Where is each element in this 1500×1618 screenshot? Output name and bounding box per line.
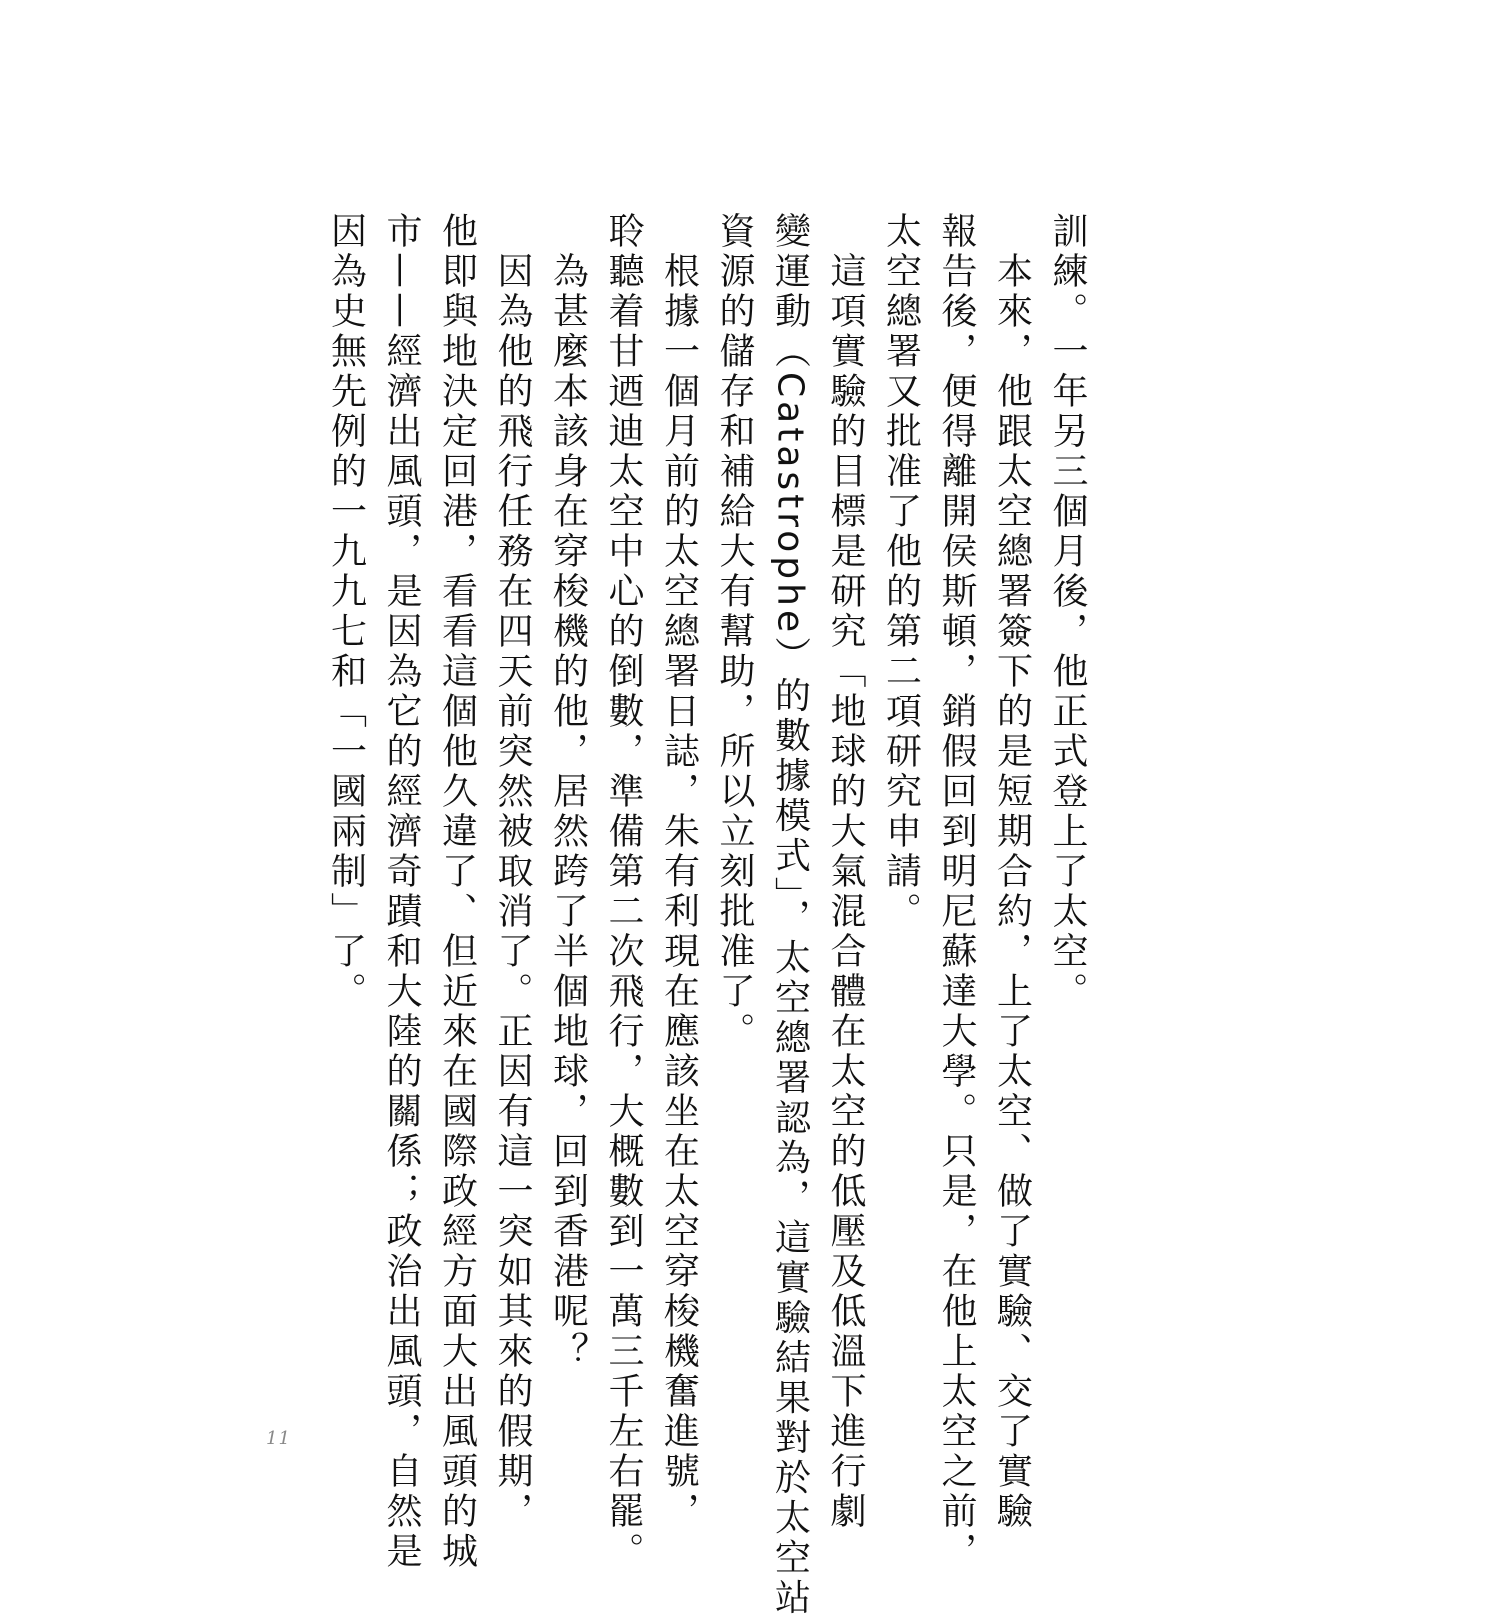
text-line-10: 為甚麼本該身在穿梭機的他，居然跨了半個地球，回到香港呢？ bbox=[547, 212, 589, 1372]
text-line-13: 市——經濟出風頭，是因為它的經濟奇蹟和大陸的關係；政治出風頭，自然是 bbox=[381, 212, 422, 1572]
text-line-4: 太空總署又批准了他的第二項研究申請。 bbox=[880, 212, 922, 932]
text-line-12: 他即與地決定回港，看看這個他久違了、但近來在國際政經方面大出風頭的城 bbox=[436, 212, 478, 1572]
text-line-14: 因為史無先例的一九九七和「一國兩制」了。 bbox=[325, 212, 367, 1012]
text-line-8: 根據一個月前的太空總署日誌，朱有利現在應該坐在太空穿梭機奮進號， bbox=[658, 212, 700, 1532]
text-line-9: 聆聽着甘迺迪太空中心的倒數，準備第二次飛行，大概數到一萬三千左右罷。 bbox=[603, 212, 644, 1572]
text-line-11: 因為他的飛行任務在四天前突然被取消了。正因有這一突如其來的假期， bbox=[492, 212, 533, 1532]
text-line-6: 變運動（Catastrophe）的數據模式」，太空總署認為，這實驗結果對於太空站 bbox=[769, 212, 811, 1618]
text-line-2: 本來，他跟太空總署簽下的是短期合約，上了太空、做了實驗、交了實驗 bbox=[991, 212, 1033, 1532]
text-line-7: 資源的儲存和補給大有幫助，所以立刻批准了。 bbox=[714, 212, 755, 1052]
text-line-1: 訓練。一年另三個月後，他正式登上了太空。 bbox=[1047, 212, 1088, 1012]
vertical-text-body bbox=[318, 212, 1095, 1618]
text-line-3: 報告後，便得離開侯斯頓，銷假回到明尼蘇達大學。只是，在他上太空之前， bbox=[936, 212, 977, 1572]
page-number: 11 bbox=[266, 1428, 291, 1449]
text-line-5: 這項實驗的目標是研究「地球的大氣混合體在太空的低壓及低溫下進行劇 bbox=[825, 212, 866, 1532]
